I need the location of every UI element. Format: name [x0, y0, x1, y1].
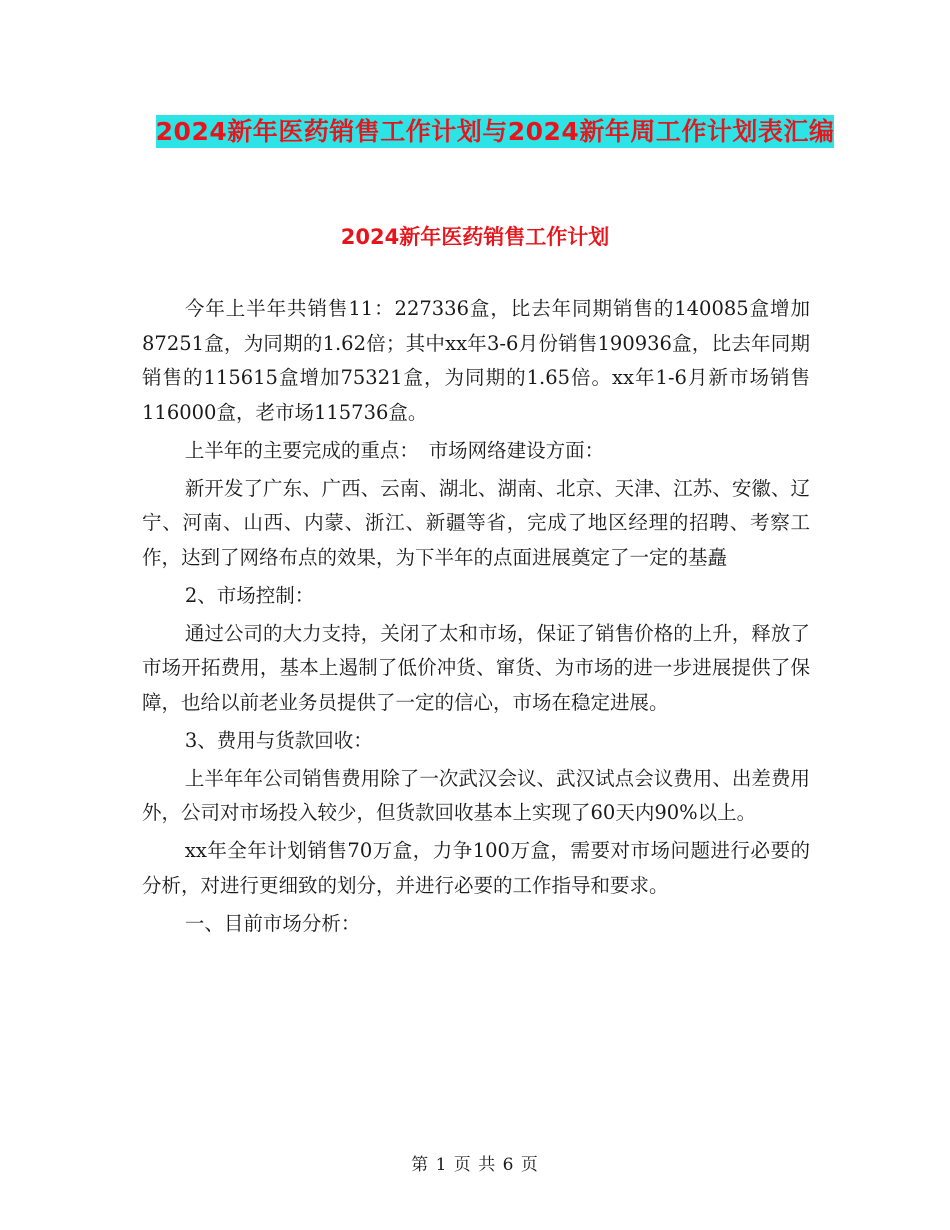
- document-title: [140, 108, 850, 156]
- document-title-text: 2024新年医药销售工作计划与2024新年周工作计划表汇编: [155, 117, 835, 146]
- paragraph: 一、目前市场分析：: [184, 911, 361, 935]
- paragraph: 新开发了广东、广西、云南、湖北、湖南、北京、天津、江苏、安徽、辽宁、河南、山西、内蒙、浙江、新疆等省，完成了地区经理的招聘、考察工作，达到了网络布点的效果，为下半年的点面进展奠定了一定的基矗: [142, 476, 810, 569]
- page-number-footer: 第 1 页 共 6 页: [411, 1155, 539, 1175]
- paragraph: 通过公司的大力支持，关闭了太和市场，保证了销售价格的上升，释放了市场开拓费用，基本上遏制了低价冲货、窜货、为市场的进一步进展提供了保障，也给以前老业务员提供了一定的信心，市场在稳定进展。: [142, 621, 810, 714]
- document-body: [142, 292, 810, 945]
- paragraph: 今年上半年共销售11：227336盒，比去年同期销售的140085盒增加87251盒，为同期的1.62倍；其中xx年3-6月份销售190936盒，比去年同期销售的115615盒增加75321盒，为同期的1.65倍。xx年1-6月新市场销售116000盒，老市场115736盒。: [142, 297, 810, 424]
- paragraph: 上半年年公司销售费用除了一次武汉会议、武汉试点会议费用、出差费用外，公司对市场投入较少，但货款回收基本上实现了60天内90%以上。: [142, 766, 810, 824]
- paragraph: 3、费用与货款回收：: [184, 728, 373, 752]
- section-heading: 2024新年医药销售工作计划: [340, 225, 610, 249]
- paragraph: 上半年的主要完成的重点： 市场网络建设方面：: [184, 438, 605, 462]
- paragraph: xx年全年计划销售70万盒，力争100万盒，需要对市场问题进行必要的分析，对进行更细致的划分，并进行必要的工作指导和要求。: [142, 839, 810, 897]
- paragraph: 2、市场控制：: [184, 583, 315, 607]
